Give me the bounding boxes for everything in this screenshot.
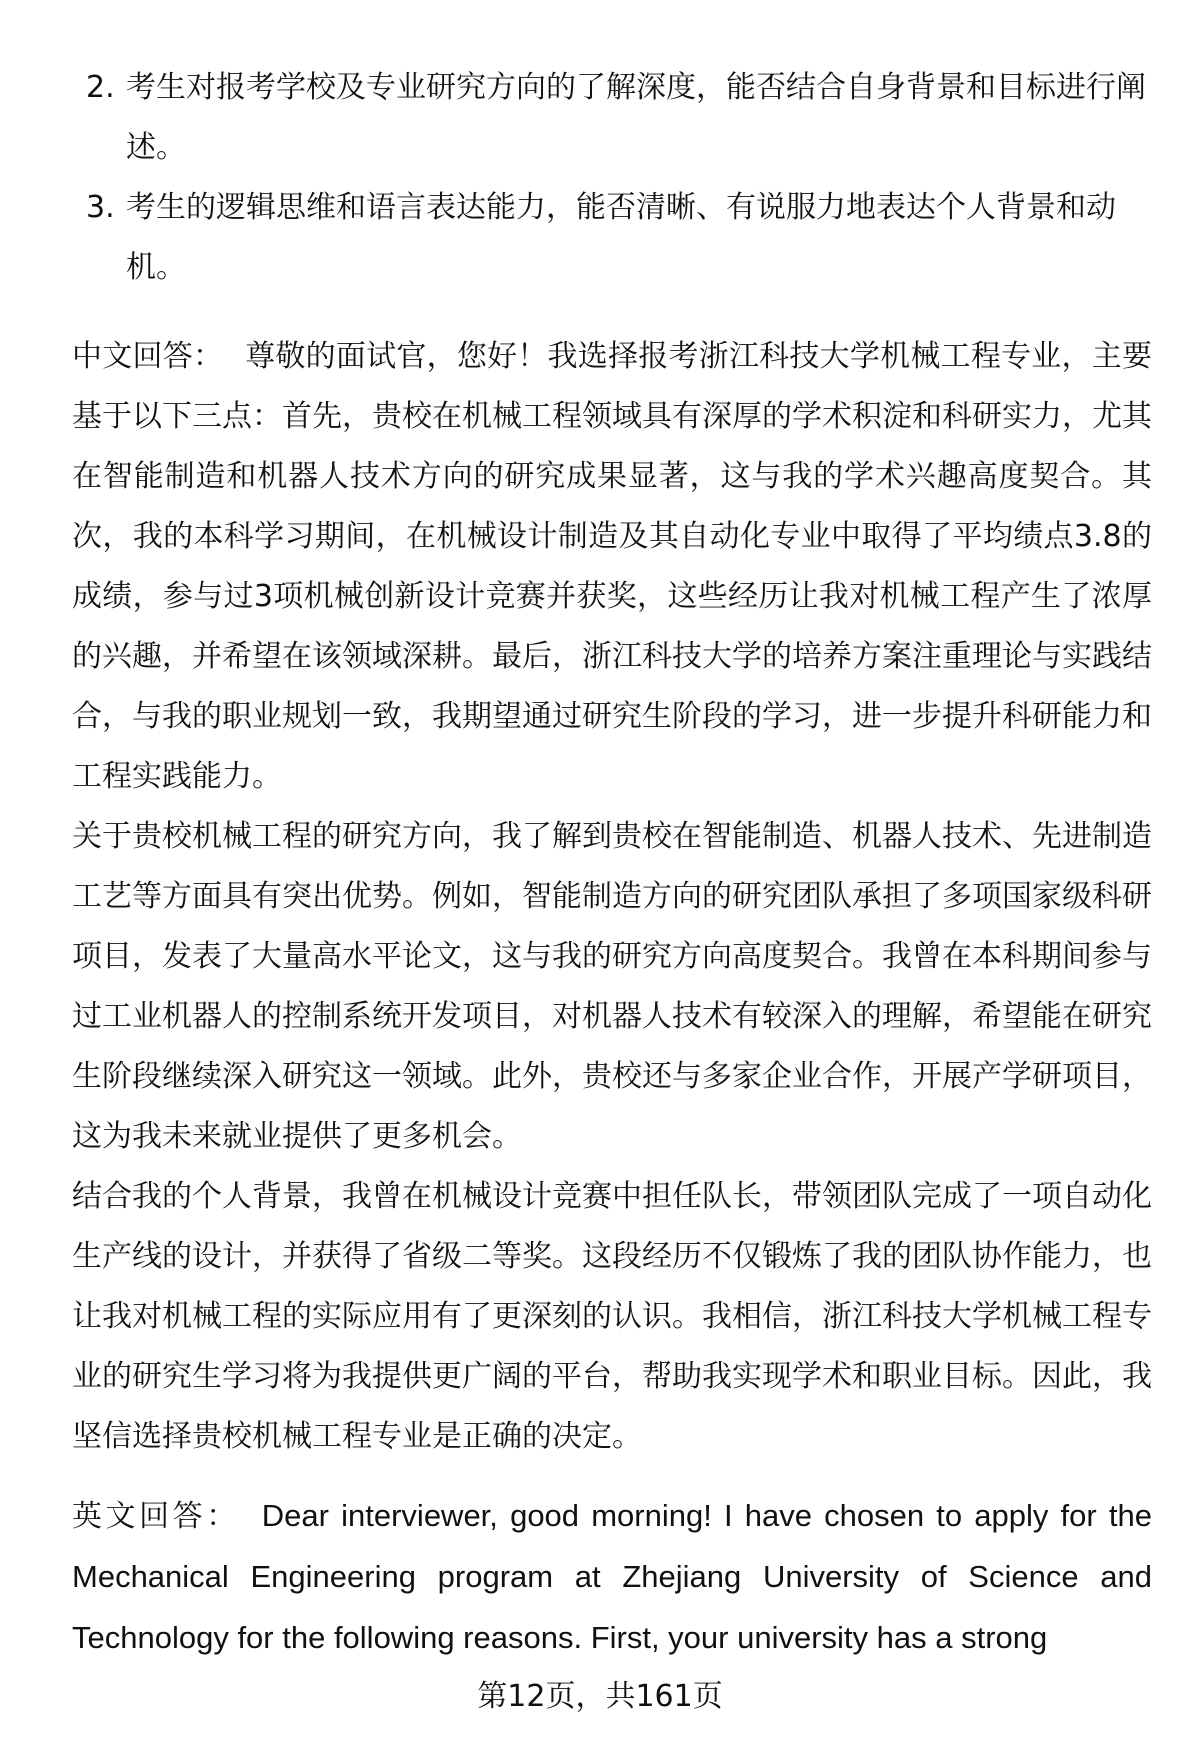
evaluation-criteria-list xyxy=(72,58,1152,298)
list-item-text: 考生的逻辑思维和语言表达能力，能否清晰、有说服力地表达个人背景和动机。 xyxy=(126,190,1116,285)
english-answer-label: 英文回答： xyxy=(72,1499,240,1534)
list-item xyxy=(72,178,1152,298)
chinese-answer-label: 中文回答： xyxy=(72,339,224,374)
chinese-answer-paragraph xyxy=(72,327,1152,807)
list-item-text: 考生对报考学校及专业研究方向的了解深度，能否结合自身背景和目标进行阐述。 xyxy=(126,70,1146,165)
chinese-answer-paragraph xyxy=(72,1167,1152,1467)
chinese-answer-paragraph xyxy=(72,807,1152,1167)
paragraph-text: 尊敬的面试官，您好！我选择报考浙江科技大学机械工程专业，主要基于以下三点：首先，贵校在机械工程领域具有深厚的学术积淀和科研实力，尤其在智能制造和机器人技术方向的研究成果显著，这与我的学术兴趣高度契合。其次，我的本科学习期间，在机械设计制造及其自动化专业中取得了平均绩点3.8的成绩，参与过3项机械创新设计竞赛并获奖，这些经历让我对机械工程产生了浓厚的兴趣，并希望在该领域深耕。最后，浙江科技大学的培养方案注重理论与实践结合，与我的职业规划一致，我期望通过研究生阶段的学习，进一步提升科研能力和工程实践能力。 xyxy=(72,339,1153,794)
paragraph-text: 关于贵校机械工程的研究方向，我了解到贵校在智能制造、机器人技术、先进制造工艺等方面具有突出优势。例如，智能制造方向的研究团队承担了多项国家级科研项目，发表了大量高水平论文，这与我的研究方向高度契合。我曾在本科期间参与过工业机器人的控制系统开发项目，对机器人技术有较深入的理解，希望能在研究生阶段继续深入研究这一领域。此外，贵校还与多家企业合作，开展产学研项目，这为我未来就业提供了更多机会。 xyxy=(72,819,1152,1154)
english-answer-text: Dear interviewer, good morning! I have chosen to apply for the Mechanical Engineering program at Zhejiang University of Science and Technology for the following reasons. First, your university has a strong xyxy=(72,1498,1152,1655)
english-answer-section xyxy=(72,1486,1152,1669)
english-answer-paragraph xyxy=(72,1486,1152,1669)
chinese-answer-section xyxy=(72,327,1152,1467)
page-number-footer: 第12页，共161页 xyxy=(477,1679,723,1714)
list-item xyxy=(72,58,1152,178)
list-item-number: 3. xyxy=(86,190,115,225)
list-item-number: 2. xyxy=(86,70,115,105)
paragraph-text: 结合我的个人背景，我曾在机械设计竞赛中担任队长，带领团队完成了一项自动化生产线的设计，并获得了省级二等奖。这段经历不仅锻炼了我的团队协作能力，也让我对机械工程的实际应用有了更深刻的认识。我相信，浙江科技大学机械工程专业的研究生学习将为我提供更广阔的平台，帮助我实现学术和职业目标。因此，我坚信选择贵校机械工程专业是正确的决定。 xyxy=(72,1179,1152,1454)
